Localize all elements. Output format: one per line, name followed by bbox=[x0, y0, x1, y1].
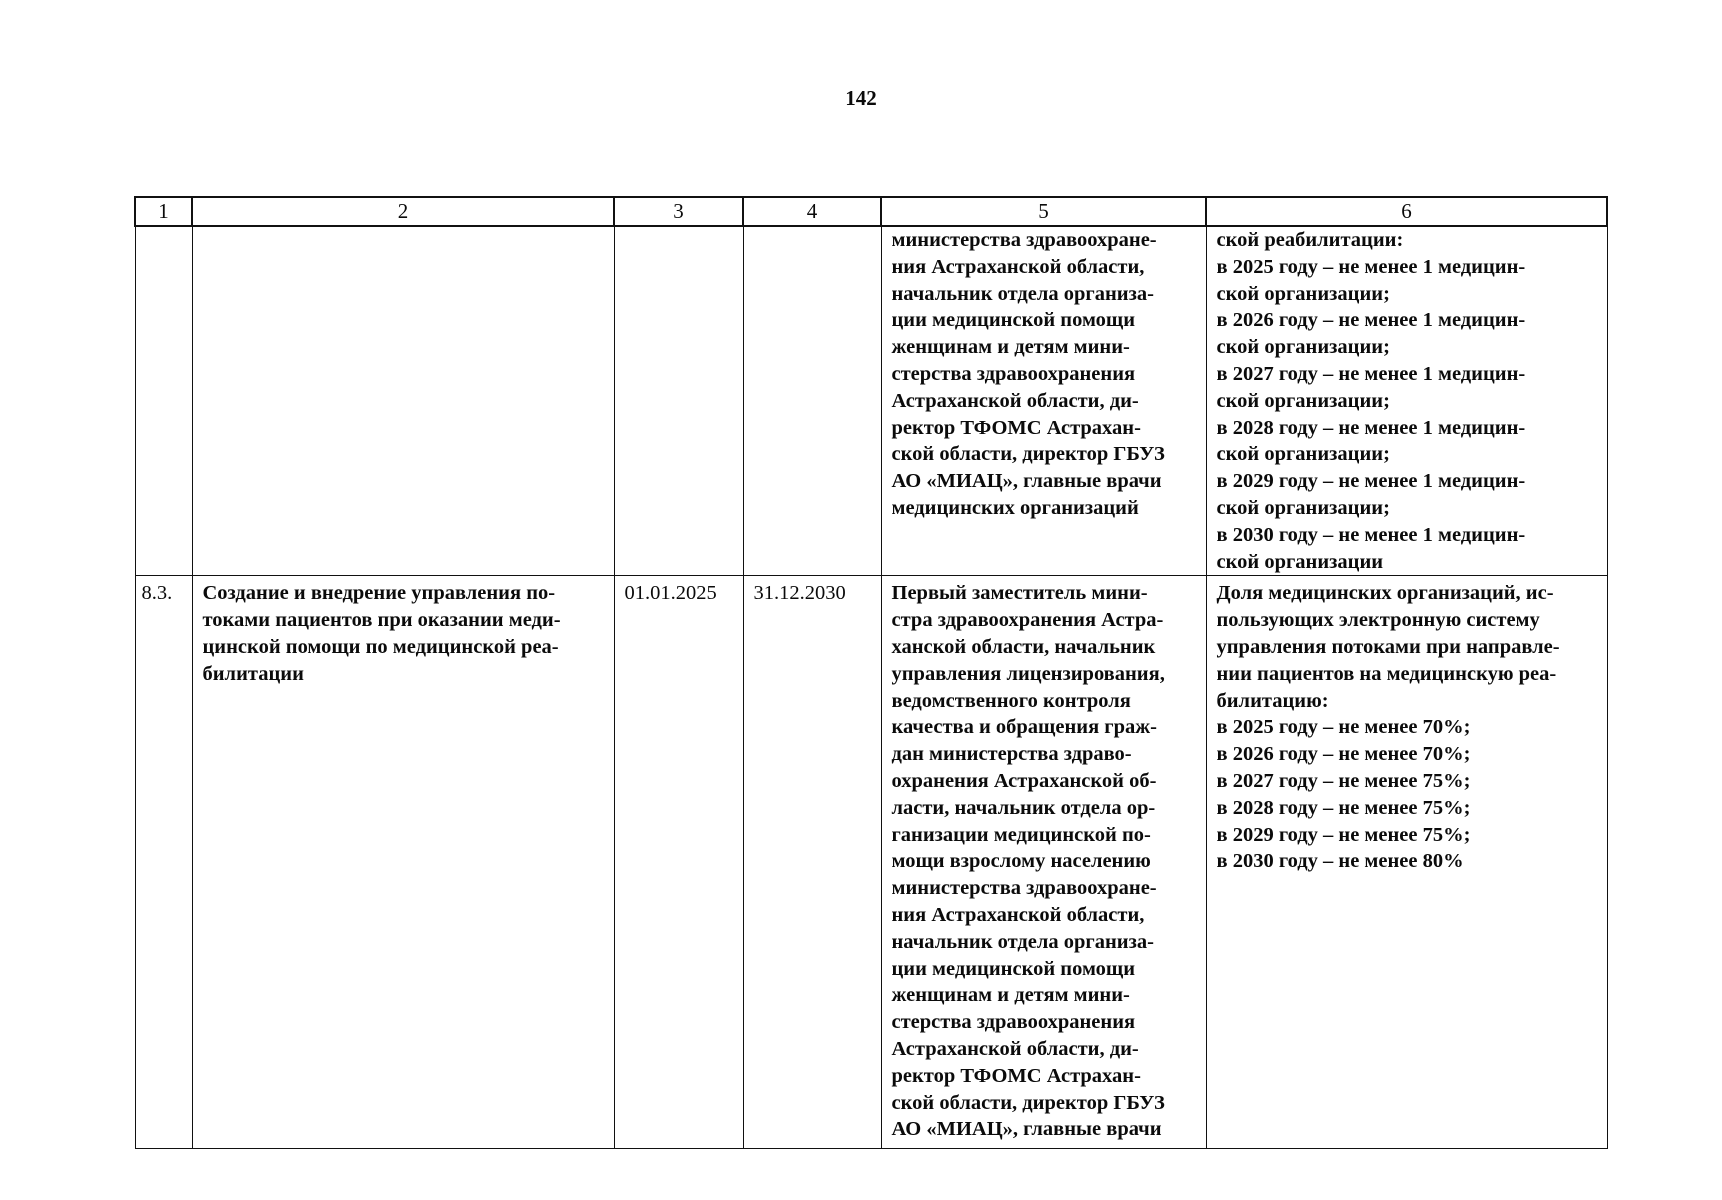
plan-table-container bbox=[134, 196, 1606, 1149]
text-line: в 2025 году – не менее 1 медицин- bbox=[1216, 255, 1526, 278]
text-line: женщинам и детям мини- bbox=[891, 336, 1130, 359]
text-line: в 2026 году – не менее 1 медицин- bbox=[1216, 309, 1526, 332]
text-line: билитацию: bbox=[1216, 689, 1329, 712]
text-line: билитации bbox=[202, 662, 304, 685]
cell-start-date bbox=[614, 226, 743, 576]
text-line: Создание и внедрение управления по- bbox=[202, 582, 556, 605]
cell-name bbox=[192, 226, 614, 576]
text-line: в 2025 году – не менее 70%; bbox=[1216, 716, 1471, 739]
text-line: управления лицензирования, bbox=[891, 662, 1165, 685]
header-col-1: 1 bbox=[135, 197, 192, 226]
plan-table bbox=[134, 196, 1608, 1149]
text-line: АО «МИАЦ», главные врачи bbox=[891, 1118, 1162, 1141]
text-line: Первый заместитель мини- bbox=[891, 582, 1148, 605]
text-line: ской организации; bbox=[1216, 282, 1390, 305]
header-col-3: 3 bbox=[614, 197, 743, 226]
text-line: ской организации; bbox=[1216, 443, 1390, 466]
indicator-lines bbox=[1207, 227, 1607, 575]
text-line: министерства здравоохране- bbox=[891, 877, 1157, 900]
text-line: начальник отдела организа- bbox=[891, 930, 1154, 953]
text-line: ласти, начальник отдела ор- bbox=[891, 796, 1156, 819]
text-line: в 2027 году – не менее 1 медицин- bbox=[1216, 362, 1526, 385]
header-col-5: 5 bbox=[881, 197, 1206, 226]
cell-responsible bbox=[881, 226, 1206, 576]
header-row bbox=[135, 197, 1607, 226]
text-line: в 2028 году – не менее 1 медицин- bbox=[1216, 416, 1526, 439]
text-line: Доля медицинских организаций, ис- bbox=[1216, 582, 1554, 605]
text-line: ской области, директор ГБУЗ bbox=[891, 443, 1165, 466]
table-row-continuation bbox=[135, 226, 1607, 576]
text-line: ганизации медицинской по- bbox=[891, 823, 1151, 846]
text-line: в 2029 году – не менее 1 медицин- bbox=[1216, 470, 1526, 493]
text-line: ской области, директор ГБУЗ bbox=[891, 1091, 1165, 1114]
indicator-lines bbox=[1207, 576, 1607, 875]
text-line: токами пациентов при оказании меди- bbox=[202, 609, 561, 632]
text-line: начальник отдела организа- bbox=[891, 282, 1154, 305]
text-line: ции медицинской помощи bbox=[891, 309, 1136, 332]
header-col-2: 2 bbox=[192, 197, 614, 226]
header-col-6: 6 bbox=[1206, 197, 1607, 226]
text-line: в 2030 году – не менее 80% bbox=[1216, 850, 1464, 873]
text-line: ректор ТФОМС Астрахан- bbox=[891, 416, 1141, 439]
text-line: стерства здравоохранения bbox=[891, 1011, 1136, 1034]
text-line: ской организации; bbox=[1216, 496, 1390, 519]
cell-end-date bbox=[743, 226, 881, 576]
text-line: ской организации; bbox=[1216, 336, 1390, 359]
page-number: 142 bbox=[845, 86, 877, 110]
text-line: в 2026 году – не менее 70%; bbox=[1216, 743, 1471, 766]
text-line: цинской помощи по медицинской реа- bbox=[202, 635, 559, 658]
responsible-lines bbox=[882, 227, 1206, 522]
cell-responsible bbox=[881, 576, 1206, 1149]
text-line: ской организации; bbox=[1216, 389, 1390, 412]
text-line: качества и обращения граж- bbox=[891, 716, 1157, 739]
text-line: в 2028 году – не менее 75%; bbox=[1216, 796, 1471, 819]
text-line: ции медицинской помощи bbox=[891, 957, 1136, 980]
text-line: ской реабилитации: bbox=[1216, 229, 1404, 251]
text-line: нии пациентов на медицинскую реа- bbox=[1216, 662, 1557, 685]
text-line: стерства здравоохранения bbox=[891, 362, 1136, 385]
text-line: министерства здравоохране- bbox=[891, 229, 1157, 251]
cell-end-date: 31.12.2030 bbox=[743, 576, 881, 1149]
text-line: ния Астраханской области, bbox=[891, 903, 1145, 926]
text-line: ректор ТФОМС Астрахан- bbox=[891, 1064, 1141, 1087]
text-line: Астраханской области, ди- bbox=[891, 1037, 1139, 1060]
text-line: в 2027 году – не менее 75%; bbox=[1216, 769, 1471, 792]
cell-number bbox=[135, 226, 192, 576]
header-col-4: 4 bbox=[743, 197, 881, 226]
name-lines bbox=[193, 576, 614, 687]
responsible-lines bbox=[882, 576, 1206, 1143]
text-line: ния Астраханской области, bbox=[891, 255, 1145, 278]
text-line: охранения Астраханской об- bbox=[891, 769, 1157, 792]
text-line: женщинам и детям мини- bbox=[891, 984, 1130, 1007]
text-line: пользующих электронную систему bbox=[1216, 609, 1540, 632]
cell-start-date: 01.01.2025 bbox=[614, 576, 743, 1149]
table-row-8-3 bbox=[135, 576, 1607, 1149]
text-line: АО «МИАЦ», главные врачи bbox=[891, 470, 1162, 493]
text-line: ханской области, начальник bbox=[891, 635, 1156, 658]
cell-name bbox=[192, 576, 614, 1149]
text-line: мощи взрослому населению bbox=[891, 850, 1151, 873]
text-line: в 2029 году – не менее 75%; bbox=[1216, 823, 1471, 846]
cell-indicator bbox=[1206, 226, 1607, 576]
cell-indicator bbox=[1206, 576, 1607, 1149]
text-line: ской организации bbox=[1216, 550, 1384, 573]
text-line: ведомственного контроля bbox=[891, 689, 1131, 712]
text-line: медицинских организаций bbox=[891, 496, 1139, 519]
text-line: стра здравоохранения Астра- bbox=[891, 609, 1164, 632]
cell-number: 8.3. bbox=[135, 576, 192, 1149]
text-line: дан министерства здраво- bbox=[891, 743, 1132, 766]
text-line: Астраханской области, ди- bbox=[891, 389, 1139, 412]
text-line: в 2030 году – не менее 1 медицин- bbox=[1216, 523, 1526, 546]
text-line: управления потоками при направле- bbox=[1216, 635, 1560, 658]
